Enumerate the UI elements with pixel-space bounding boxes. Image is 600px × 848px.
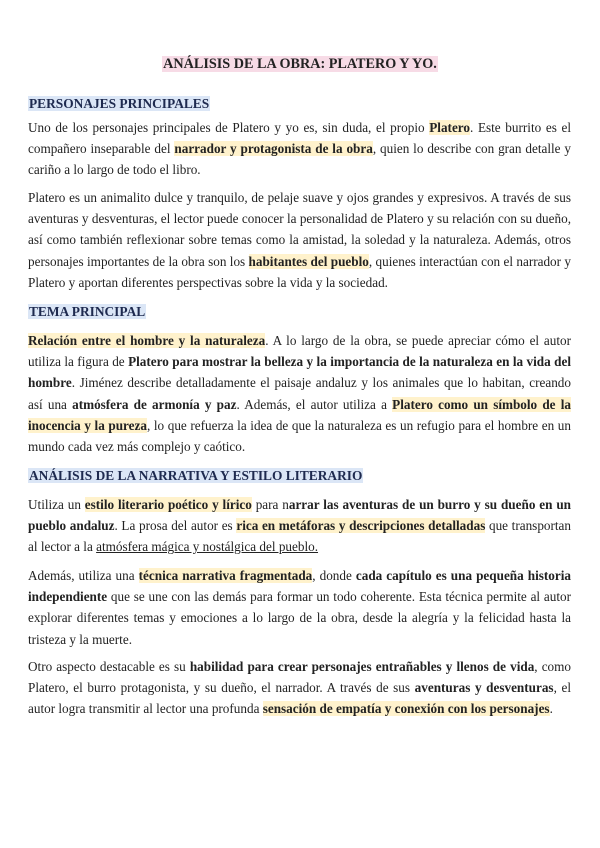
document-title: ANÁLISIS DE LA OBRA: PLATERO Y YO. bbox=[163, 56, 437, 72]
paragraph-tema-1: Relación entre el hombre y la naturaleza. A lo largo de la obra, se puede apreciar cómo el autor utiliza la figura de Platero para mostrar la belleza y la importancia de la naturaleza en la vida del hombre. Jiménez describe detalladamente el paisaje andaluz y los animales que lo habitan, creando así una atmósfera de armonía y paz. Además, el autor utiliza a Platero como un símbolo de la inocencia y la pureza, lo que refuerza la idea de que la naturaleza es un refugio para el hombre en un mundo cada vez más complejo y caótico. bbox=[28, 333, 572, 455]
paragraph-personajes-2: Platero es un animalito dulce y tranquilo, de pelaje suave y ojos grandes y expresivos. A través de sus aventuras y desventuras, el lector puede conocer la personalidad de Platero y su relación con su dueño, así como también reflexionar sobre temas como la amistad, la soledad y la naturaleza. Además, otros personajes importantes de la obra son los habitantes del pueblo, quienes interactúan con el narrador y Platero y aportan diferentes perspectivas sobre la vida y la sociedad. bbox=[28, 190, 571, 290]
heading-analisis: ANÁLISIS DE LA NARRATIVA Y ESTILO LITERARIO bbox=[29, 468, 363, 483]
heading-personajes: PERSONAJES PRINCIPALES bbox=[29, 96, 210, 111]
heading-tema: TEMA PRINCIPAL bbox=[29, 304, 146, 319]
paragraph-analisis-3: Otro aspecto destacable es su habilidad para crear personajes entrañables y llenos de vida, como Platero, el burro protagonista, y su dueño, el narrador. A través de sus aventuras y desventuras, el autor logra transmitir al lector una profunda sensación de empatía y conexión con los personajes. bbox=[28, 659, 571, 717]
paragraph-analisis-1: Utiliza un estilo literario poético y lírico para narrar las aventuras de un burro y su dueño en un pueblo andaluz. La prosa del autor es rica en metáforas y descripciones detalladas que transportan al lector a la atmósfera mágica y nostálgica del pueblo. bbox=[28, 497, 572, 555]
paragraph-analisis-2: Además, utiliza una técnica narrativa fragmentada, donde cada capítulo es una pequeña historia independiente que se une con las demás para formar un todo coherente. Esta técnica permite al autor explorar diferentes temas y emociones a lo largo de la obra, desde la alegría y la felicidad hasta la tristeza y la muerte. bbox=[28, 568, 571, 647]
paragraph-personajes-1: Uno de los personajes principales de Platero y yo es, sin duda, el propio Platero. Este burrito es el compañero inseparable del narrador y protagonista de la obra, quien lo describe con gran detalle y cariño a lo largo de todo el libro. bbox=[28, 120, 571, 178]
